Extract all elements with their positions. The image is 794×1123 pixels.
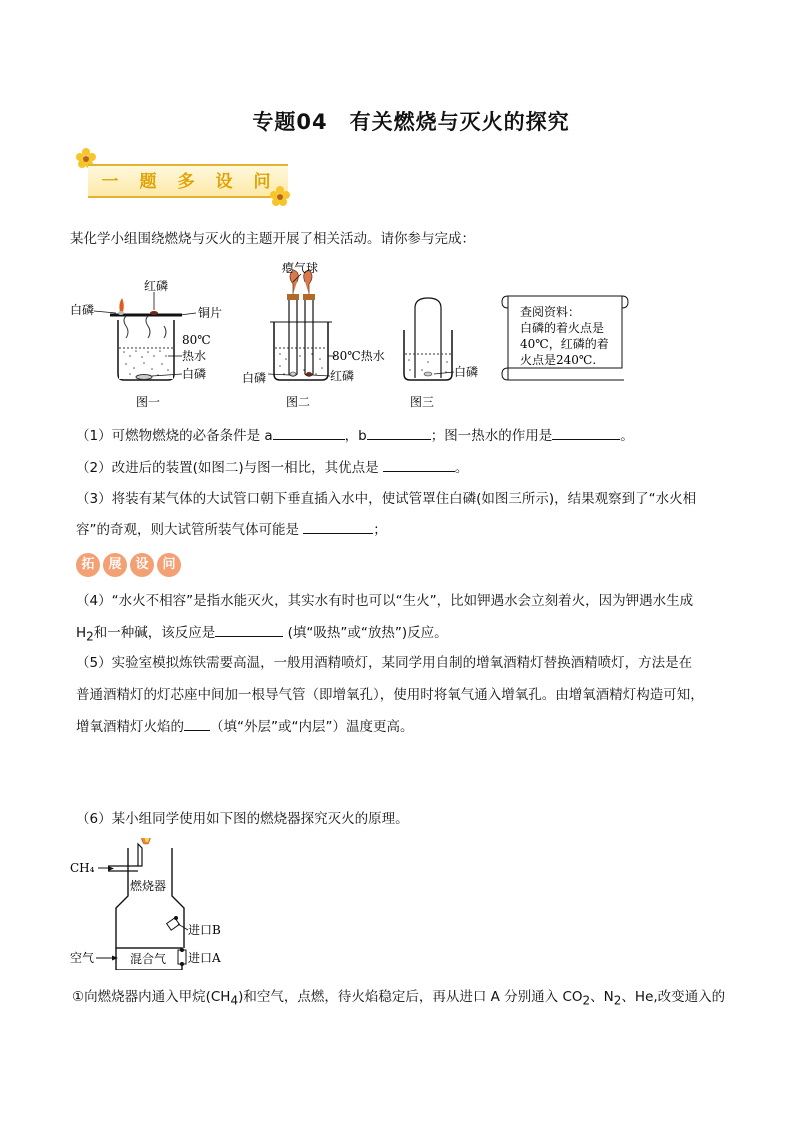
experiment-figures [64, 258, 644, 413]
question-5-line-2: 普通酒精灯的灯芯座中间加一根导气管（即增氧孔），使用时将氧气通入增氧孔。由增氧酒精灯构造可知， [76, 687, 704, 703]
question-5-line-1: （5）实验室模拟炼铁需要高温，一般用酒精喷灯，某同学用自制的增氧酒精灯替换酒精喷灯，方法是在 [76, 655, 693, 671]
fig1-label-white-p: 白磷 [70, 303, 95, 317]
answer-blank[interactable] [552, 425, 620, 440]
fig2-label-temp-water: 80℃热水 [332, 349, 385, 363]
section-banner [70, 148, 295, 206]
burner-diagram [68, 838, 268, 970]
fig3-caption: 图三 [410, 395, 435, 409]
burner-label-inlet-b: 进口B [188, 923, 221, 937]
scroll-line: 40℃，红磷的着 [520, 337, 609, 351]
question-6: （6）某小组同学使用如下图的燃烧器探究灭火的原理。 [76, 811, 409, 827]
burner-label-ch4: CH₄ [70, 861, 95, 875]
figure-2 [242, 260, 385, 409]
question-3-line-1: （3）将装有某气体的大试管口朝下垂直插入水中，使试管罩住白磷(如图三所示)，结果观察到了“水火相 [76, 491, 697, 507]
question-1: （1）可燃物燃烧的必备条件是 a ，b ；图一热水的作用是 。 [76, 425, 634, 446]
fig1-label-temp: 80℃ [182, 333, 211, 347]
extension-char: 拓 [76, 553, 100, 577]
burner-label-air: 空气 [70, 951, 95, 965]
fig1-label-copper: 铜片 [198, 306, 223, 320]
question-6-1: ①向燃烧器内通入甲烷$(CH_4)$和空气，点燃，待火焰稳定后，再从进口 A 分别通入 $CO_2$、$N_2$、He,改变通入的 [72, 989, 726, 1008]
question-3-line-2: 容”的奇观，则大试管所装气体可能是 ； [76, 519, 387, 540]
extension-char: 问 [157, 553, 181, 577]
fig1-label-hot-water: 热水 [182, 349, 207, 363]
answer-blank[interactable] [184, 716, 210, 731]
fig1-label-white-p2: 白磷 [182, 367, 207, 381]
figure-1 [70, 278, 222, 409]
banner-char: 问 [253, 172, 271, 192]
figure-3 [404, 298, 478, 409]
scroll-line: 查阅资料： [520, 305, 581, 319]
fig2-label-red-p: 红磷 [330, 369, 355, 383]
page-title: 专题04 有关燃烧与灭火的探究 [252, 110, 570, 134]
scroll-line: 白磷的着火点是 [520, 321, 605, 335]
banner-char: 设 [215, 172, 233, 192]
burner-label-mixed: 混合气 [130, 952, 167, 966]
banner-char: 一 [101, 172, 119, 192]
intro-text: 某化学小组围绕燃烧与灭火的主题开展了相关活动。请你参与完成： [70, 231, 475, 247]
fig2-caption: 图二 [286, 395, 311, 409]
valve-b-icon [167, 916, 180, 930]
answer-blank[interactable] [367, 425, 431, 440]
info-scroll [502, 296, 628, 380]
question-4-line-1: （4）“水火不相容”是指水能灭火，其实水有时也可以“生火”，比如钾遇水会立刻着火，因为钾遇水生成 [76, 593, 694, 609]
banner-char: 多 [177, 172, 195, 192]
question-2: （2）改进后的装置(如图二)与图一相比，其优点是 。 [76, 457, 468, 478]
question-5-line-3: 增氧酒精灯火焰的 （填“外层”或“内层”）温度更高。 [76, 716, 413, 737]
scroll-line: 火点是240℃. [520, 353, 597, 367]
answer-blank[interactable] [303, 519, 373, 534]
extension-char: 展 [103, 553, 127, 577]
fig3-label-white-p: 白磷 [454, 365, 479, 379]
fig1-caption: 图一 [136, 395, 161, 409]
question-4-line-2: $H_2$和一种碱，该反应是 (填“吸热”或“放热”)反应。 [76, 622, 448, 647]
burner-label-burner: 燃烧器 [130, 879, 167, 893]
fig1-label-red-p: 红磷 [144, 279, 169, 293]
burner-label-inlet-a: 进口A [188, 951, 221, 965]
flower-icon [270, 186, 290, 206]
fig2-label-white-p: 白磷 [242, 371, 267, 385]
banner-char: 题 [139, 172, 157, 192]
extension-char: 设 [130, 553, 154, 577]
answer-blank[interactable] [215, 622, 283, 637]
answer-blank[interactable] [273, 425, 345, 440]
valve-a-icon [178, 948, 186, 966]
fig2-label-balloon: 瘪气球 [282, 261, 319, 275]
extension-badge [76, 553, 186, 579]
answer-blank[interactable] [383, 457, 455, 472]
